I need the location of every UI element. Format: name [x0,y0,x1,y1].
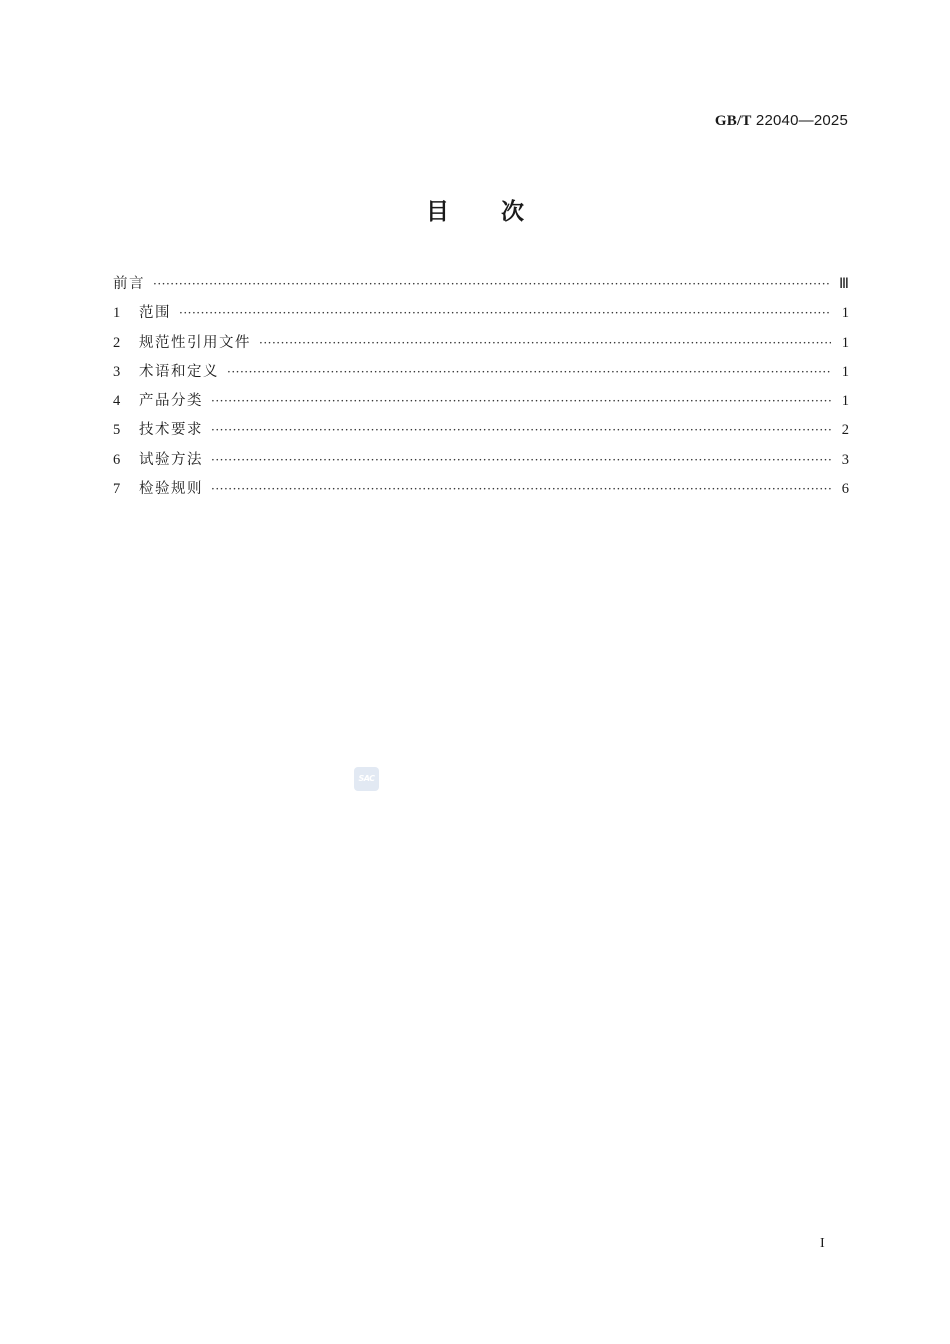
standard-prefix: GB/T [714,113,752,129]
toc-entry-number: 1 [113,305,121,322]
toc-title: 目次 [426,199,576,225]
toc-entry-number: 2 [113,334,121,351]
dot-leader [179,306,831,320]
toc-entry-foreword[interactable] [113,272,849,301]
toc-entry-page: 1 [841,334,849,351]
dot-leader [211,423,831,437]
standard-number: 22040—2025 [755,112,848,129]
toc-entry-label: 技术要求 [139,422,203,439]
toc-entry-page: 2 [841,422,849,439]
page-number: I [820,1236,825,1251]
toc-entry-number: 7 [113,481,121,498]
toc-entry-number: 5 [113,422,121,439]
toc-entry-page: 1 [841,305,849,322]
toc-entry-page: 1 [841,393,849,410]
toc-entry-label: 术语和定义 [139,363,219,380]
toc-entry-inspection-rules[interactable] [113,477,849,506]
toc-entry-label: 产品分类 [139,393,203,410]
toc-entry-number: 3 [113,363,121,380]
standard-code [715,112,848,130]
toc-entry-label: 规范性引用文件 [139,334,251,351]
toc-entry-page: 3 [841,451,849,468]
toc-entry-label: 前言 [113,276,145,292]
dot-leader [227,365,831,379]
toc-entry-number: 4 [113,393,121,410]
dot-leader [259,336,831,350]
toc-entry-product-classification[interactable] [113,389,849,418]
toc-entry-terms-definitions[interactable] [113,360,849,389]
dot-leader [153,277,831,291]
toc-entry-technical-requirements[interactable] [113,418,849,447]
toc-entry-page: Ⅲ [839,276,849,292]
toc-entry-scope[interactable] [113,301,849,330]
toc-entry-page: 6 [841,481,849,498]
toc-entry-page: 1 [841,363,849,380]
toc-entry-number: 6 [113,451,121,468]
toc-entry-label: 范围 [139,305,171,322]
table-of-contents [113,272,849,506]
toc-entry-label: 试验方法 [139,451,203,468]
toc-entry-normative-references[interactable] [113,331,849,360]
dot-leader [211,482,831,496]
dot-leader [211,394,831,408]
toc-entry-test-methods[interactable] [113,448,849,477]
dot-leader [211,453,831,467]
toc-entry-label: 检验规则 [139,481,203,498]
sac-watermark-logo: SAC [354,767,379,791]
